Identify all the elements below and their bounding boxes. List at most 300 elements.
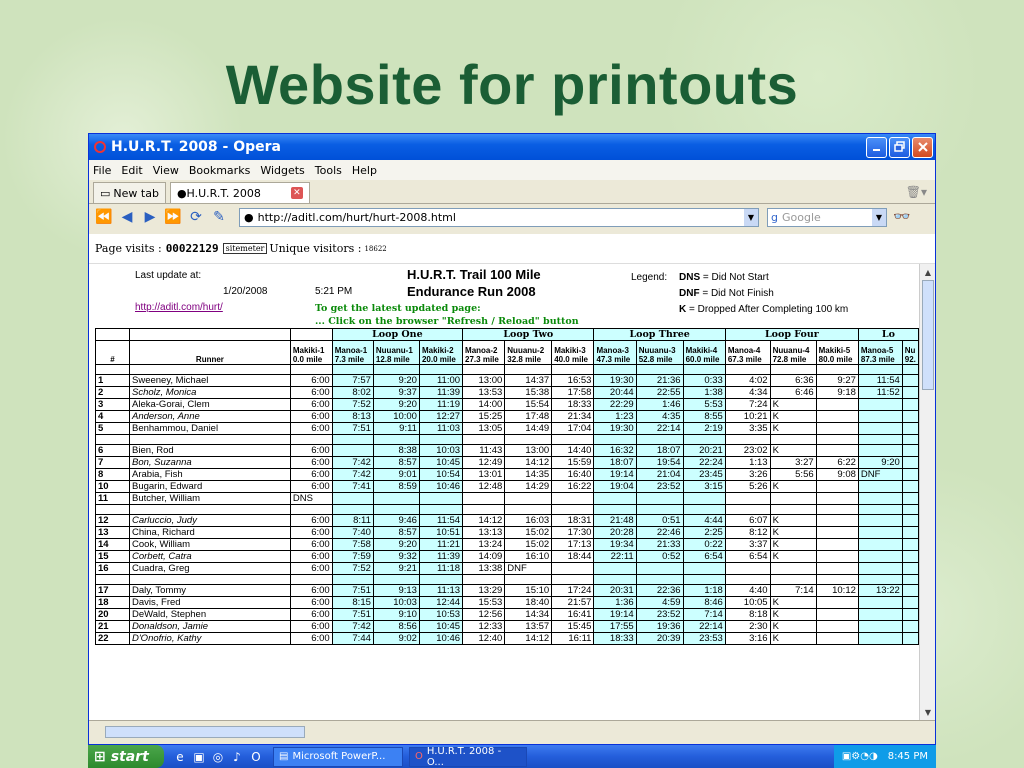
split-time: 6:22	[816, 457, 858, 469]
legend-text: = Dropped After Completing 100 km	[686, 304, 849, 315]
blank-cell	[636, 365, 683, 375]
split-time	[858, 551, 902, 563]
split-time	[902, 539, 918, 551]
bib-number: 15	[96, 551, 130, 563]
split-time	[858, 609, 902, 621]
runner-name: Arabia, Fish	[130, 469, 291, 481]
blank-cell	[373, 575, 419, 585]
split-time: 13:00	[463, 375, 505, 387]
split-time	[725, 493, 770, 505]
split-time: 19:30	[594, 375, 636, 387]
split-time	[902, 399, 918, 411]
split-time: 16:10	[505, 551, 552, 563]
fast-forward-icon[interactable]: ⏩	[164, 209, 182, 225]
horizontal-scrollbar[interactable]	[89, 720, 935, 744]
legend-item	[679, 286, 919, 302]
bib-number: 13	[96, 527, 130, 539]
split-time: 11:54	[419, 515, 462, 527]
address-text: http://aditl.com/hurt/hurt-2008.html	[257, 210, 456, 224]
scroll-up-icon[interactable]: ▲	[924, 267, 932, 277]
blank-cell	[290, 365, 332, 375]
scroll-thumb[interactable]	[922, 280, 934, 390]
split-time	[902, 585, 918, 597]
split-time: 10:12	[816, 585, 858, 597]
table-row	[96, 481, 919, 493]
split-time: 10:00	[373, 411, 419, 423]
split-time	[858, 621, 902, 633]
checkpoint-header	[816, 341, 858, 365]
split-time: K	[770, 481, 816, 493]
split-time: 10:03	[419, 445, 462, 457]
visit-counter: 00022129	[165, 242, 219, 255]
dot-icon: ●	[176, 186, 187, 200]
checkpoint-header	[683, 341, 725, 365]
split-time: 19:36	[636, 621, 683, 633]
split-time: K	[770, 411, 816, 423]
split-time: 6:00	[290, 527, 332, 539]
blank-cell	[96, 329, 130, 341]
blank-cell	[770, 365, 816, 375]
split-time: 2:30	[725, 621, 770, 633]
split-time: 16:53	[552, 375, 594, 387]
search-field[interactable]	[767, 208, 887, 227]
content-area	[89, 264, 919, 718]
split-time: 1:46	[636, 399, 683, 411]
split-time: 6:54	[683, 551, 725, 563]
split-time: 21:57	[552, 597, 594, 609]
runner-name: Bon, Suzanna	[130, 457, 291, 469]
table-row	[96, 621, 919, 633]
split-time	[858, 445, 902, 457]
blank-cell	[373, 365, 419, 375]
split-time: 6:00	[290, 445, 332, 457]
split-time: 14:37	[505, 375, 552, 387]
dropdown-icon[interactable]: ▼	[744, 209, 758, 226]
checkpoint-header	[594, 341, 636, 365]
menu-view[interactable]: View	[152, 163, 179, 177]
browser-window	[88, 133, 936, 745]
checkpoint-header	[505, 341, 552, 365]
col-hash: #	[96, 341, 130, 365]
legend-code: K	[679, 304, 687, 315]
table-row	[96, 563, 919, 575]
blank-cell	[683, 365, 725, 375]
split-time	[902, 551, 918, 563]
blank-cell	[594, 435, 636, 445]
task-label: Microsoft PowerP...	[292, 751, 386, 762]
split-time: 9:20	[373, 539, 419, 551]
split-time: 13:38	[463, 563, 505, 575]
runner-name: Donaldson, Jamie	[130, 621, 291, 633]
checkpoint-header	[636, 341, 683, 365]
split-time: 7:52	[332, 563, 373, 575]
split-time	[902, 445, 918, 457]
split-time: 13:22	[858, 585, 902, 597]
split-time: 7:40	[332, 527, 373, 539]
split-time: 6:46	[770, 387, 816, 399]
task-opera[interactable]	[409, 747, 527, 767]
title-bar[interactable]	[89, 134, 935, 160]
blank-cell	[816, 365, 858, 375]
split-time: 9:02	[373, 633, 419, 645]
restore-button[interactable]	[889, 137, 910, 158]
checkpoint-header	[552, 341, 594, 365]
legend-label: Legend:	[631, 272, 668, 283]
split-time: 3:35	[725, 423, 770, 435]
split-time: 10:03	[373, 597, 419, 609]
forward-icon[interactable]: ▶	[144, 209, 156, 225]
split-time	[332, 493, 373, 505]
split-time: 7:42	[332, 469, 373, 481]
loop-header: Lo	[858, 329, 918, 341]
close-tab-icon[interactable]: ✕	[291, 187, 303, 199]
spacer-row	[96, 575, 919, 585]
rewind-icon[interactable]: ⏪	[95, 209, 113, 225]
runner-name: DeWald, Stephen	[130, 609, 291, 621]
split-time: 8:18	[725, 609, 770, 621]
menu-tools[interactable]: Tools	[314, 163, 342, 177]
desktop-icon[interactable]: ▣	[193, 749, 205, 764]
checkpoint-name: Makiki-4	[685, 346, 718, 355]
split-time: 22:24	[683, 457, 725, 469]
checkpoint-name: Manoa-2	[465, 346, 498, 355]
split-time: 6:00	[290, 399, 332, 411]
runner-name: Scholz, Monica	[130, 387, 291, 399]
split-time: 9:20	[373, 399, 419, 411]
split-time: 12:33	[463, 621, 505, 633]
legend-item	[679, 302, 919, 318]
checkpoint-name: Nuuanu-1	[375, 346, 413, 355]
split-time: 8:02	[332, 387, 373, 399]
split-time: 11:00	[419, 375, 462, 387]
split-time: DNF	[858, 469, 902, 481]
bib-number: 18	[96, 597, 130, 609]
hscroll-thumb[interactable]	[105, 726, 305, 738]
split-time: 2:25	[683, 527, 725, 539]
split-time: 23:45	[683, 469, 725, 481]
bib-number: 11	[96, 493, 130, 505]
media-icon[interactable]: ♪	[233, 749, 241, 764]
table-row	[96, 445, 919, 457]
hurt-link[interactable]: http://aditl.com/hurt/	[135, 302, 223, 313]
blank-cell	[419, 505, 462, 515]
split-time: 10:45	[419, 457, 462, 469]
split-time: K	[770, 621, 816, 633]
split-time: 9:11	[373, 423, 419, 435]
results-table	[95, 328, 919, 645]
split-time: K	[770, 609, 816, 621]
blank-cell	[725, 505, 770, 515]
race-title-line1: H.U.R.T. Trail 100 Mile	[407, 267, 541, 282]
split-time: 3:37	[725, 539, 770, 551]
checkpoint-distance: 32.8 mile	[507, 355, 542, 364]
blank-cell	[816, 575, 858, 585]
split-time: 8:57	[373, 457, 419, 469]
split-time: 16:11	[552, 633, 594, 645]
legend-code: DNS	[679, 272, 701, 283]
checkpoint-header	[725, 341, 770, 365]
blank-cell	[770, 435, 816, 445]
split-time: 20:31	[594, 585, 636, 597]
glasses-icon[interactable]: 👓	[893, 209, 911, 225]
checkpoint-header	[373, 341, 419, 365]
page-visits-bar	[89, 234, 935, 264]
split-time: 7:14	[683, 609, 725, 621]
split-time: 15:02	[505, 539, 552, 551]
split-time: 6:00	[290, 585, 332, 597]
checkpoint-name: Nu	[904, 346, 916, 355]
spacer-row	[96, 365, 919, 375]
checkpoint-header-row	[96, 341, 919, 365]
split-time: 10:45	[419, 621, 462, 633]
split-time: 23:02	[725, 445, 770, 457]
vertical-scrollbar[interactable]	[919, 264, 935, 720]
split-time: 14:29	[505, 481, 552, 493]
split-time: 10:53	[419, 609, 462, 621]
blank-cell	[725, 435, 770, 445]
blank-cell	[419, 435, 462, 445]
tab-label: H.U.R.T. 2008	[186, 186, 261, 200]
table-row	[96, 633, 919, 645]
split-time	[902, 481, 918, 493]
split-time	[816, 515, 858, 527]
split-time: 6:00	[290, 621, 332, 633]
split-time	[636, 563, 683, 575]
split-time: K	[770, 423, 816, 435]
split-time: 5:26	[725, 481, 770, 493]
split-time: 12:56	[463, 609, 505, 621]
edit-icon[interactable]: ✎	[213, 209, 225, 225]
split-time: 12:48	[463, 481, 505, 493]
blank-cell	[636, 575, 683, 585]
blank-cell	[332, 505, 373, 515]
menu-bookmarks[interactable]: Bookmarks	[188, 163, 251, 177]
split-time: 13:57	[505, 621, 552, 633]
checkpoint-distance: 67.3 mile	[727, 355, 762, 364]
split-time	[594, 563, 636, 575]
split-time	[816, 551, 858, 563]
split-time: 9:01	[373, 469, 419, 481]
split-time	[902, 469, 918, 481]
menu-help[interactable]: Help	[351, 163, 377, 177]
split-time: 9:13	[373, 585, 419, 597]
opera-icon	[93, 140, 107, 154]
tab-label: New tab	[113, 186, 159, 200]
checkpoint-distance: 40.0 mile	[554, 355, 588, 364]
blank-cell	[552, 505, 594, 515]
checkpoint-header	[290, 341, 332, 365]
back-icon[interactable]: ◀	[121, 209, 133, 225]
split-time: 7:44	[332, 633, 373, 645]
menu-edit[interactable]: Edit	[121, 163, 143, 177]
runner-name: Sweeney, Michael	[130, 375, 291, 387]
opera-icon[interactable]: O	[251, 749, 261, 764]
split-time	[902, 387, 918, 399]
bib-number: 4	[96, 411, 130, 423]
split-time	[816, 597, 858, 609]
opera-icon: O	[415, 751, 423, 762]
blank-cell	[332, 365, 373, 375]
split-time: 16:03	[505, 515, 552, 527]
split-time	[858, 597, 902, 609]
split-time: 13:01	[463, 469, 505, 481]
split-time	[816, 411, 858, 423]
split-time: 14:12	[505, 457, 552, 469]
checkpoint-header	[332, 341, 373, 365]
runner-name: Davis, Fred	[130, 597, 291, 609]
blank-cell	[552, 435, 594, 445]
split-time: K	[770, 633, 816, 645]
split-time: 4:44	[683, 515, 725, 527]
blank-cell	[636, 505, 683, 515]
table-row	[96, 387, 919, 399]
split-time: K	[770, 551, 816, 563]
sitemeter-badge[interactable]: sitemeter	[223, 243, 268, 254]
scroll-down-icon[interactable]: ▼	[924, 707, 932, 717]
split-time: K	[770, 445, 816, 457]
split-time: 6:00	[290, 411, 332, 423]
menu-file[interactable]: File	[93, 163, 112, 177]
blank-cell	[683, 435, 725, 445]
blank-cell	[594, 575, 636, 585]
spacer-row	[96, 505, 919, 515]
table-row	[96, 411, 919, 423]
checkpoint-name: Nuuanu-2	[507, 346, 545, 355]
split-time	[902, 633, 918, 645]
legend-text: = Did Not Start	[700, 272, 769, 283]
split-time: 14:34	[505, 609, 552, 621]
split-time: 13:05	[463, 423, 505, 435]
split-time: 6:00	[290, 457, 332, 469]
table-row	[96, 457, 919, 469]
split-time: 8:38	[373, 445, 419, 457]
split-time: 21:36	[636, 375, 683, 387]
split-time: 19:14	[594, 609, 636, 621]
split-time	[770, 493, 816, 505]
split-time	[419, 493, 462, 505]
runner-name: D'Onofrio, Kathy	[130, 633, 291, 645]
ie-icon[interactable]: e	[176, 749, 184, 764]
close-button[interactable]	[912, 137, 933, 158]
blank-cell	[816, 435, 858, 445]
split-time: 6:00	[290, 551, 332, 563]
dropdown-icon[interactable]: ▼	[872, 209, 886, 226]
split-time	[463, 493, 505, 505]
split-time	[373, 493, 419, 505]
blank-cell	[463, 365, 505, 375]
minimize-button[interactable]	[866, 137, 887, 158]
globe-icon[interactable]: ◎	[212, 749, 224, 764]
blank-cell	[858, 435, 902, 445]
checkpoint-name: Makiki-3	[554, 346, 586, 355]
blank-cell	[858, 575, 902, 585]
bib-number: 22	[96, 633, 130, 645]
split-time: 10:51	[419, 527, 462, 539]
tray-icons[interactable]: ▣⚙◔◑	[841, 751, 878, 762]
split-time: 3:26	[725, 469, 770, 481]
split-time: 20:21	[683, 445, 725, 457]
split-time: 7:24	[725, 399, 770, 411]
split-time: 6:00	[290, 539, 332, 551]
split-time: 13:24	[463, 539, 505, 551]
bib-number: 5	[96, 423, 130, 435]
split-time	[858, 539, 902, 551]
split-time: 15:45	[552, 621, 594, 633]
table-row	[96, 539, 919, 551]
split-time: 0:33	[683, 375, 725, 387]
checkpoint-distance: 92.	[904, 355, 916, 364]
trash-icon[interactable]: 🗑▾	[905, 185, 927, 199]
system-tray	[834, 745, 936, 768]
tab-bar	[89, 180, 935, 204]
checkpoint-header	[770, 341, 816, 365]
col-runner: Runner	[130, 341, 291, 365]
split-time: 8:12	[725, 527, 770, 539]
split-time: 9:18	[816, 387, 858, 399]
page-icon: ▭	[100, 186, 111, 200]
split-time	[902, 457, 918, 469]
reload-icon[interactable]: ⟳	[190, 209, 202, 225]
split-time: 10:46	[419, 481, 462, 493]
split-time: 11:19	[419, 399, 462, 411]
blank-cell	[636, 435, 683, 445]
split-time: 13:00	[505, 445, 552, 457]
split-time: 12:49	[463, 457, 505, 469]
split-time	[858, 399, 902, 411]
tab-new[interactable]	[93, 182, 166, 203]
split-time: 6:00	[290, 633, 332, 645]
bib-number: 3	[96, 399, 130, 411]
split-time: 4:35	[636, 411, 683, 423]
table-row	[96, 375, 919, 387]
split-time: 14:12	[463, 515, 505, 527]
page-visits-label: Page visits :	[95, 242, 162, 255]
split-time: 20:44	[594, 387, 636, 399]
start-button[interactable]	[88, 745, 164, 768]
split-time: 11:54	[858, 375, 902, 387]
blank-cell	[290, 575, 332, 585]
split-time: 6:00	[290, 423, 332, 435]
split-time: K	[770, 515, 816, 527]
blank-cell	[290, 329, 332, 341]
task-powerpoint[interactable]	[273, 747, 403, 767]
checkpoint-distance: 87.3 mile	[860, 355, 895, 364]
split-time: 21:04	[636, 469, 683, 481]
blank-cell	[858, 505, 902, 515]
split-time: 3:16	[725, 633, 770, 645]
blank-cell	[902, 575, 918, 585]
split-time: 7:42	[332, 457, 373, 469]
tab-hurt[interactable]	[170, 182, 310, 203]
address-field[interactable]	[239, 208, 759, 227]
blank-cell	[373, 435, 419, 445]
table-row	[96, 609, 919, 621]
split-time: 14:12	[505, 633, 552, 645]
split-time: 13:53	[463, 387, 505, 399]
runner-name: Bien, Rod	[130, 445, 291, 457]
split-time	[816, 527, 858, 539]
split-time	[858, 481, 902, 493]
menu-widgets[interactable]: Widgets	[260, 163, 305, 177]
checkpoint-distance: 60.0 mile	[685, 355, 720, 364]
split-time: 9:46	[373, 515, 419, 527]
split-time: 21:48	[594, 515, 636, 527]
split-time: 6:00	[290, 563, 332, 575]
split-time: 11:39	[419, 551, 462, 563]
split-time: 18:40	[505, 597, 552, 609]
loop-header: Loop Three	[594, 329, 725, 341]
blank-cell	[552, 365, 594, 375]
